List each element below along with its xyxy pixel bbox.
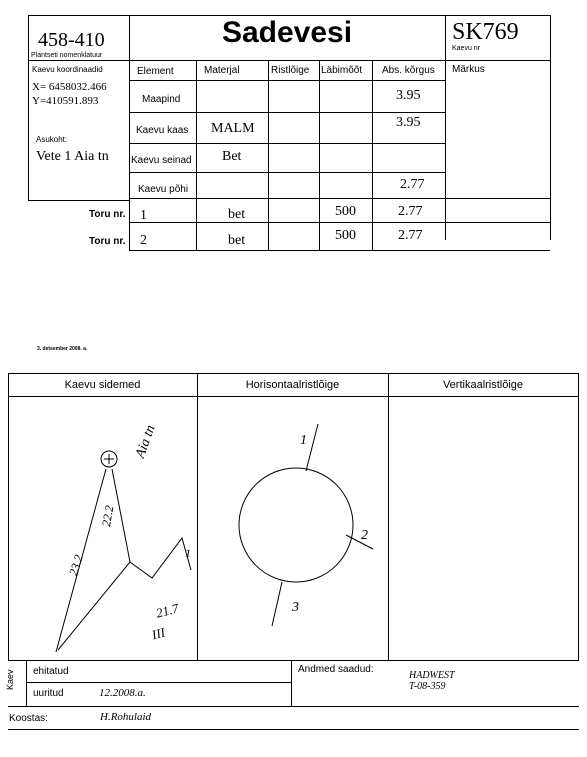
row-element-2: Kaevu kaas: [136, 125, 189, 136]
row-materjal-3: Bet: [222, 149, 242, 164]
col-ristloige: Ristlõige: [271, 65, 310, 76]
x-coordinate: X= 6458032.466: [32, 81, 107, 93]
pipe-materjal-1: bet: [228, 207, 246, 222]
well-number-caption: Kaevu nr: [452, 45, 481, 52]
page-title: Sadevesi: [221, 16, 353, 49]
col-horisontaal: Horisontaalristlõige: [245, 379, 340, 391]
col-element: Element: [137, 66, 174, 77]
h-pipe-3: 3: [292, 600, 299, 615]
h-pipe-2: 2: [361, 528, 368, 543]
roman-label: III: [150, 624, 167, 643]
andmed-value-1: HADWEST: [409, 670, 455, 681]
location-label: Asukoht:: [36, 135, 68, 144]
street-label: Aia tn: [133, 423, 159, 461]
pipe-labimoot-2: 500: [335, 228, 356, 243]
koostas-value: H.Rohulaid: [100, 711, 152, 723]
coords-label: Kaevu koordinaadid: [32, 65, 103, 74]
row-korgus-2: 3.95: [396, 115, 421, 130]
row-korgus-4: 2.77: [400, 177, 425, 192]
row-korgus-1: 3.95: [396, 88, 421, 103]
kaev-label: Kaev: [5, 669, 15, 690]
col-markus: Märkus: [452, 64, 485, 75]
pipe-korgus-1: 2.77: [398, 204, 423, 219]
uuritud-value: 12.2008.a.: [99, 687, 146, 699]
dist-label-1: 23.2: [66, 553, 86, 578]
dist-label-2: 22.2: [99, 504, 117, 528]
h-pipe-1: 1: [300, 433, 307, 448]
pipe-label-2: Toru nr.: [89, 236, 126, 247]
pipe-label-sketch: 1: [185, 546, 191, 560]
date-line: 3. detsember 2008. a.: [37, 346, 88, 352]
pipe-nr-2: 2: [140, 233, 147, 248]
plan-number: 458-410: [38, 29, 105, 51]
row-materjal-2: MALM: [211, 121, 255, 136]
andmed-label: Andmed saadud:: [298, 664, 374, 675]
col-vertikaal: Vertikaalristlõige: [442, 379, 524, 391]
uuritud-label: uuritud: [33, 688, 64, 699]
col-materjal: Materjal: [204, 65, 240, 76]
location-value: Vete 1 Aia tn: [36, 149, 109, 164]
dist-label-3: 21.7: [154, 600, 181, 621]
col-korgus: Abs. kõrgus: [382, 65, 435, 76]
koostas-label: Koostas:: [9, 713, 48, 724]
pipe-label-1: Toru nr.: [89, 209, 126, 220]
row-element-1: Maapind: [142, 94, 181, 105]
pipe-korgus-2: 2.77: [398, 228, 423, 243]
pipe-labimoot-1: 500: [335, 204, 356, 219]
col-labimoot: Läbimõõt: [321, 65, 363, 76]
pipe-materjal-2: bet: [228, 233, 246, 248]
plan-number-caption: Plantseti nomenklatuur: [31, 52, 103, 59]
pipe-nr-1: 1: [140, 208, 147, 223]
well-number: SK769: [452, 19, 519, 45]
y-coordinate: Y=410591.893: [32, 95, 99, 107]
row-element-3: Kaevu seinad: [131, 155, 192, 166]
col-kaevu-sidemed: Kaevu sidemed: [64, 379, 141, 391]
row-element-4: Kaevu põhi: [138, 184, 189, 195]
ehitatud-label: ehitatud: [33, 666, 69, 677]
andmed-value-2: T-08-359: [409, 681, 446, 692]
